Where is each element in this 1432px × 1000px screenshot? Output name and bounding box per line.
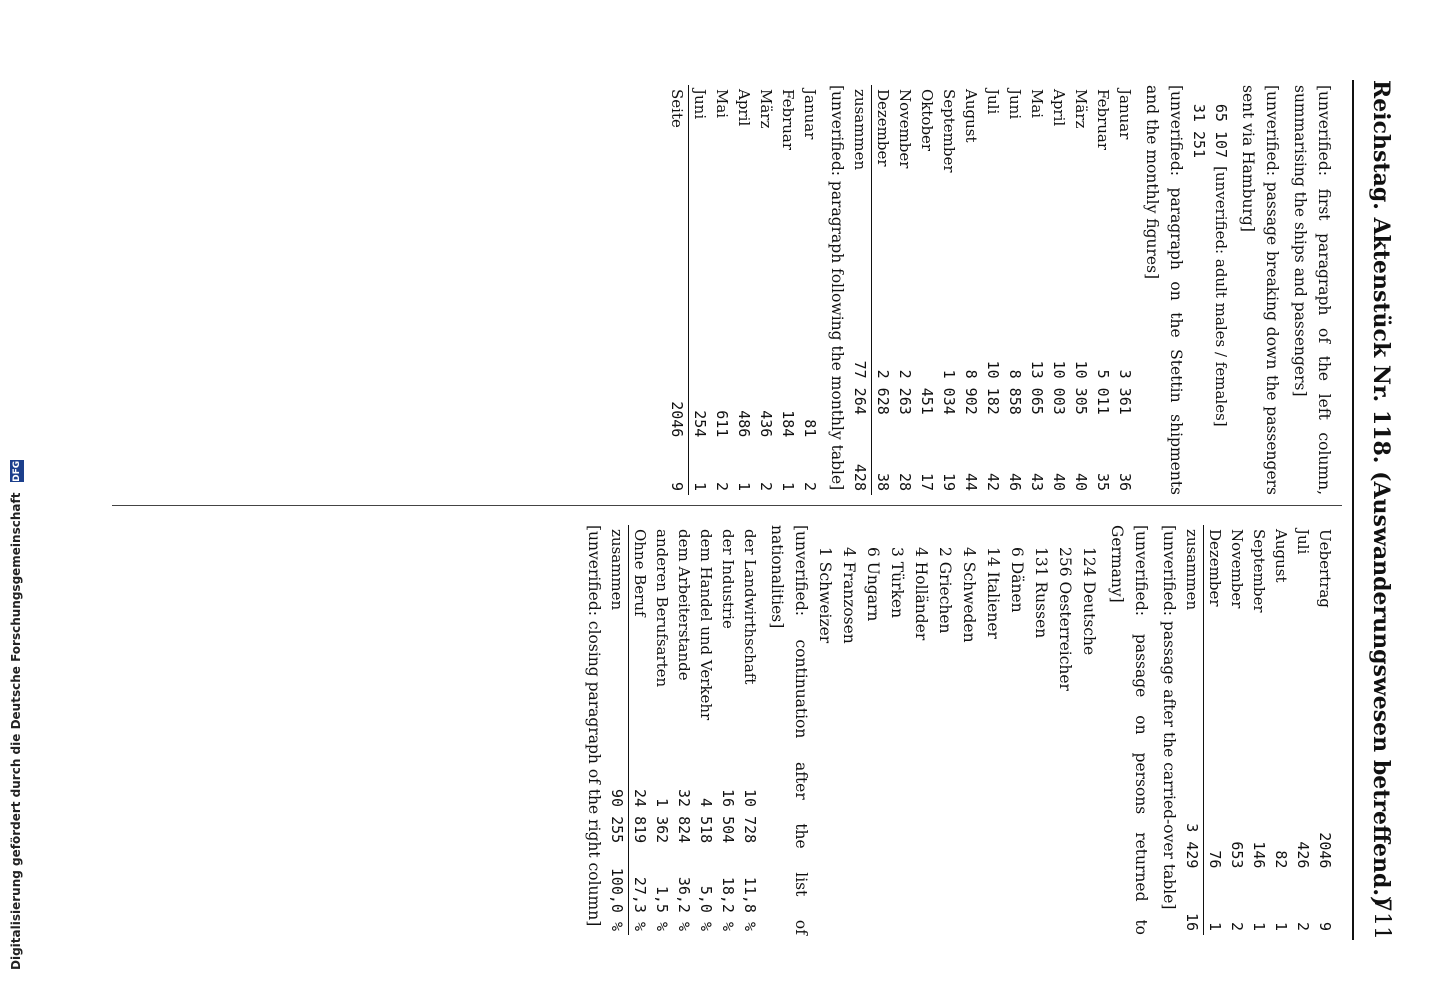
table-cell: 10 305 <box>1072 360 1090 415</box>
table-cell: zusammen <box>606 525 629 771</box>
list-item: 256 Oesterreicher <box>1056 547 1074 691</box>
table-cell: 426 <box>1294 841 1312 869</box>
page-number: 711 <box>1369 898 1394 940</box>
table-cell: 1 <box>691 481 709 491</box>
table-row <box>894 85 916 495</box>
table-row <box>1004 85 1026 495</box>
table-cell: 1 <box>1206 921 1224 931</box>
table-cell: 35 <box>1094 472 1112 491</box>
monthly-table <box>849 85 1136 495</box>
table-cell: August <box>1272 529 1290 583</box>
paragraph: [unverified: passage on persons returned to Germany] <box>1108 525 1150 935</box>
adults-table <box>1188 85 1232 495</box>
table-cell: 17 <box>918 472 936 491</box>
table-cell: zusammen <box>1181 525 1204 745</box>
table-total-row <box>666 85 689 495</box>
paragraph: [unverified: passage after the carried-over table] <box>1160 525 1178 910</box>
table-cell: 2 <box>713 481 731 491</box>
table-cell: 76 <box>1206 850 1224 869</box>
table-cell: 36,2 % <box>675 876 693 931</box>
table-cell: März <box>1072 89 1090 129</box>
table-cell: September <box>940 89 958 173</box>
table-cell: 9 <box>1316 921 1334 931</box>
table-cell: Dezember <box>874 89 892 167</box>
paragraph: [unverified: continuation after the list of nationalities] <box>768 525 810 935</box>
table-cell: Februar <box>1094 89 1112 151</box>
table-row <box>651 525 673 935</box>
list-item: 6 Ungarn <box>864 547 882 622</box>
table-cell: 44 <box>962 472 980 491</box>
table-cell: 1 <box>779 481 797 491</box>
list-item: 4 Schweden <box>960 547 978 643</box>
table-row <box>1048 85 1070 495</box>
table-cell: 36 <box>1116 472 1134 491</box>
table-row <box>1248 525 1270 935</box>
table-row <box>1188 85 1210 495</box>
table-row <box>695 525 717 935</box>
table-cell: 451 <box>918 387 936 415</box>
dfg-logo-icon: DFG <box>11 460 22 482</box>
right-column <box>578 525 1336 935</box>
table-cell: 2 <box>801 481 819 491</box>
list-item: 3 Türken <box>888 547 906 619</box>
table-row <box>755 85 777 495</box>
table-cell: 18,2 % <box>719 876 737 931</box>
table-cell: 146 <box>1250 841 1268 869</box>
list-item: 6 Dänen <box>1008 547 1026 613</box>
table-cell: 77 264 <box>849 284 872 419</box>
table-cell: 46 <box>1006 472 1024 491</box>
table-cell: Juni <box>1006 89 1024 120</box>
table-cell: November <box>1228 529 1246 609</box>
table-cell: 90 255 <box>606 771 629 848</box>
paragraph: [unverified: paragraph following the monthly table] <box>828 85 846 491</box>
table-row <box>960 85 982 495</box>
paragraph: [unverified: paragraph on the Stettin shipments and the monthly figures] <box>1143 85 1185 495</box>
table-cell: 1 <box>735 481 753 491</box>
table-cell: anderen Berufsarten <box>653 529 671 688</box>
table-cell: 9 <box>666 441 689 495</box>
table-cell: 13 065 <box>1028 360 1046 415</box>
table-cell: 10 728 <box>741 789 759 844</box>
table-row <box>711 85 733 495</box>
list-item: 1 Schweizer <box>816 547 834 644</box>
table-cell: 40 <box>1050 472 1068 491</box>
table-cell: 1 362 <box>653 798 671 844</box>
table-cell: 100,0 % <box>606 847 629 935</box>
table-cell: 27,3 % <box>631 876 649 931</box>
table-cell: 2046 <box>666 302 689 441</box>
table-cell: 8 902 <box>962 369 980 415</box>
table-cell: 1 <box>1250 921 1268 931</box>
table-cell: dem Arbeiterstande <box>675 529 693 681</box>
table-cell: Juli <box>984 89 1002 115</box>
table-cell: Ohne Beruf <box>631 529 649 617</box>
digitization-sidebar <box>0 0 28 1000</box>
table-cell: 31 251 <box>1190 103 1208 159</box>
table-row <box>1314 525 1336 935</box>
table-row <box>1026 85 1048 495</box>
table-cell: Juni <box>691 89 709 120</box>
table-cell: 1,5 % <box>653 885 671 931</box>
list-item: 14 Italiener <box>984 547 1002 639</box>
table-row <box>916 85 938 495</box>
table-cell: Januar <box>1116 89 1134 140</box>
table-cell: 32 824 <box>675 789 693 844</box>
table-cell: 19 <box>940 472 958 491</box>
table-cell: Mai <box>713 89 731 119</box>
list-item: 2 Griechen <box>936 547 954 634</box>
table-cell: 28 <box>896 472 914 491</box>
table-cell: 2046 <box>1316 832 1334 869</box>
table-cell: Januar <box>801 89 819 140</box>
table-row <box>777 85 799 495</box>
table-total-row <box>1181 525 1204 935</box>
table-cell: 10 003 <box>1050 360 1068 415</box>
table-cell: September <box>1250 529 1268 613</box>
left-column <box>666 85 1336 495</box>
table-cell: 38 <box>874 472 892 491</box>
table-cell: dem Handel und Verkehr <box>697 529 715 721</box>
table-cell <box>1188 162 1210 495</box>
table-cell: März <box>757 89 775 129</box>
table-cell: 3 429 <box>1181 745 1204 873</box>
table-cell: Februar <box>779 89 797 151</box>
credit-text: Digitalisierung gefördert durch die Deutsche Forschungsgemeinschaft <box>9 492 23 970</box>
table-total-row <box>606 525 629 935</box>
table-row <box>1210 85 1232 495</box>
table-row <box>1092 85 1114 495</box>
table-cell: Uebertrag <box>1316 529 1334 608</box>
table-cell: 24 819 <box>631 789 649 844</box>
list-item: 4 Franzosen <box>840 547 858 644</box>
table-cell: August <box>962 89 980 143</box>
table-cell: Seite <box>666 85 689 302</box>
header-rule <box>1352 80 1354 940</box>
table-row <box>717 525 739 935</box>
table-row <box>1204 525 1227 935</box>
table-row <box>733 85 755 495</box>
table-row <box>799 85 821 495</box>
table-cell: 42 <box>984 472 1002 491</box>
table-row <box>1270 525 1292 935</box>
table-cell: der Industrie <box>719 529 737 629</box>
table-cell: 82 <box>1272 850 1290 869</box>
paragraph: [unverified: closing paragraph of the right column] <box>585 525 603 927</box>
header-title: Reichstag. Aktenstück Nr. 118. (Auswanderungswesen betreffend.) <box>1368 80 1394 907</box>
table-cell: 2 <box>1228 921 1246 931</box>
column-separator <box>112 505 1342 506</box>
table-row <box>1226 525 1248 935</box>
table-cell: der Landwirthschaft <box>741 529 759 685</box>
table-cell: 254 <box>691 410 709 438</box>
table-cell: 2 263 <box>896 369 914 415</box>
table-cell: 4 518 <box>697 798 715 844</box>
table-cell: Mai <box>1028 89 1046 119</box>
running-header <box>1360 80 1394 940</box>
list-item: 131 Russen <box>1032 547 1050 639</box>
table-row <box>739 525 761 935</box>
table-cell: 3 361 <box>1116 369 1134 415</box>
table-row <box>938 85 960 495</box>
table-cell: Juli <box>1294 529 1312 555</box>
table-cell: 2 <box>1294 921 1312 931</box>
table-cell: 5 011 <box>1094 369 1112 415</box>
table-cell: 611 <box>713 410 731 438</box>
table-cell: 653 <box>1228 841 1246 869</box>
table-cell: 5,0 % <box>697 885 715 931</box>
table-cell: 65 107 <box>1212 103 1230 159</box>
table-cell: 1 <box>1272 921 1290 931</box>
table-row <box>629 525 652 935</box>
table-cell: 16 504 <box>719 789 737 844</box>
table-cell: 40 <box>1072 472 1090 491</box>
table-cell: Dezember <box>1206 529 1224 607</box>
table-row <box>689 85 712 495</box>
paragraph: [unverified: passage breaking down the passengers sent via Hamburg] <box>1239 85 1281 495</box>
small-monthly-table <box>666 85 821 495</box>
table-cell: 428 <box>849 419 872 495</box>
table-row <box>1114 85 1136 495</box>
table-cell: 2 <box>757 481 775 491</box>
table-cell: 16 <box>1181 872 1204 935</box>
table-cell: 10 182 <box>984 360 1002 415</box>
table-cell: 486 <box>735 410 753 438</box>
paragraph: [unverified: first paragraph of the left column, summarising the ships and passengers] <box>1291 85 1333 495</box>
table-row <box>872 85 895 495</box>
table-cell: November <box>896 89 914 169</box>
table-row <box>1292 525 1314 935</box>
table-cell: [unverified: adult males / females] <box>1212 166 1230 427</box>
occupation-table <box>606 525 761 935</box>
table-row <box>1070 85 1092 495</box>
table-cell: April <box>1050 89 1068 127</box>
table-cell: 43 <box>1028 472 1046 491</box>
digitization-credit <box>4 0 28 1000</box>
table-cell: 11,8 % <box>741 876 759 931</box>
table-total-row <box>849 85 872 495</box>
table-cell: 8 858 <box>1006 369 1024 415</box>
nationality-list <box>813 525 1101 935</box>
list-item: 4 Holländer <box>912 547 930 641</box>
table-cell: 81 <box>801 419 819 438</box>
table-cell: zusammen <box>849 85 872 284</box>
table-row <box>982 85 1004 495</box>
table-cell: April <box>735 89 753 127</box>
list-item: 124 Deutsche <box>1080 547 1098 656</box>
table-cell: 2 628 <box>874 369 892 415</box>
table-cell: 1 034 <box>940 369 958 415</box>
carryover-table <box>1181 525 1336 935</box>
table-cell: 184 <box>779 410 797 438</box>
table-cell: 436 <box>757 410 775 438</box>
table-cell: Oktober <box>918 89 936 152</box>
table-row <box>673 525 695 935</box>
